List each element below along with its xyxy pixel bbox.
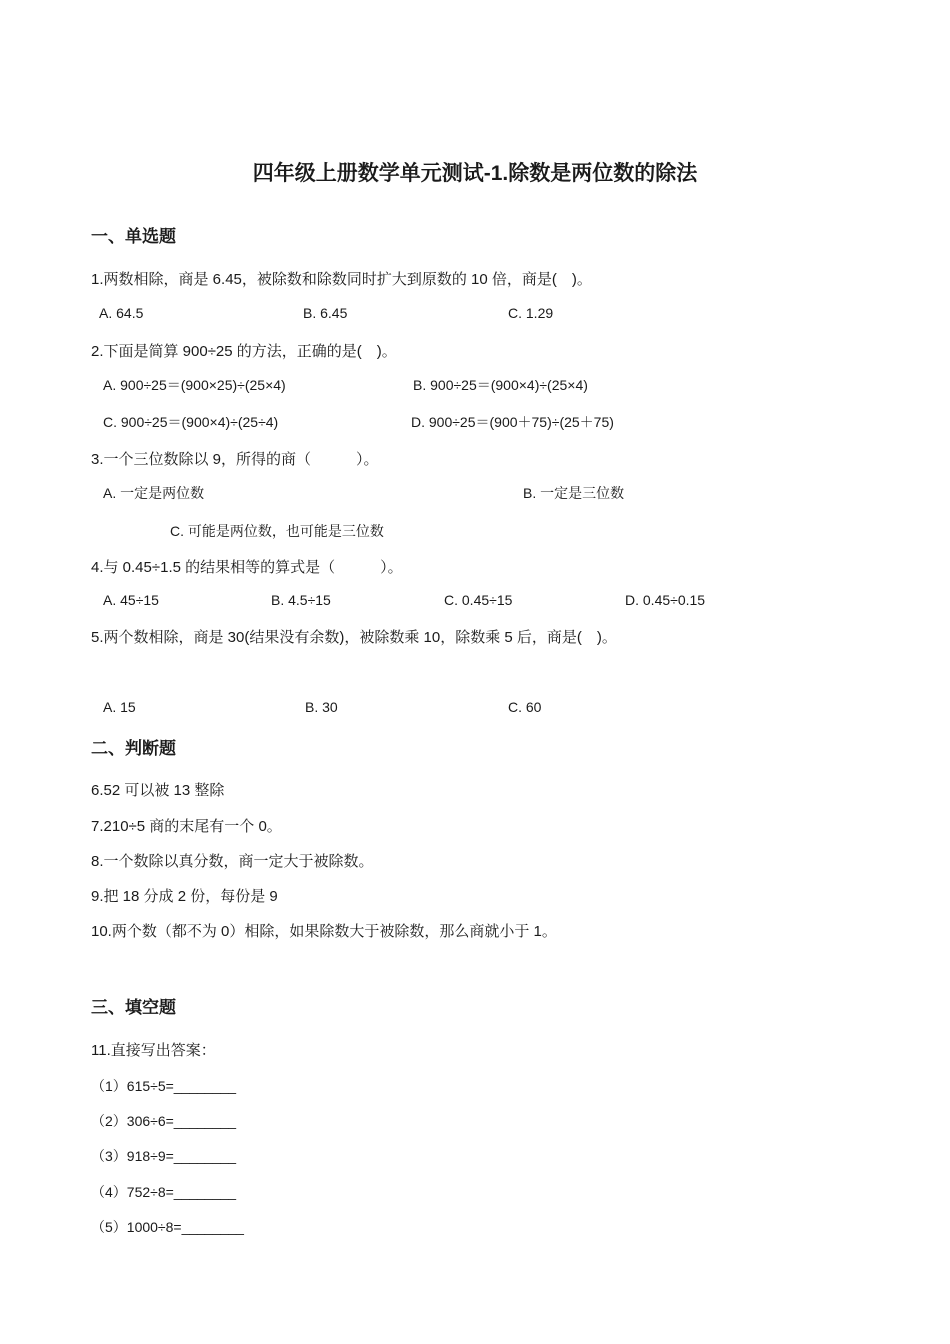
q4-option-a: A. 45÷15 [103,592,159,608]
q3-option-c: C. 可能是两位数，也可能是三位数 [170,523,384,539]
q2-option-b: B. 900÷25＝(900×4)÷(25×4) [413,377,588,393]
question-11: 11.直接写出答案： [91,1042,216,1059]
q2-option-d: D. 900÷25＝(900＋75)÷(25＋75) [411,414,614,430]
section-heading-single-choice: 一、单选题 [91,227,176,246]
q4-option-c: C. 0.45÷15 [444,592,513,608]
q5-option-c: C. 60 [508,699,542,715]
question-2: 2.下面是简算 900÷25 的方法，正确的是( )。 [91,343,397,360]
q3-option-b: B. 一定是三位数 [523,485,625,501]
q5-option-b: B. 30 [305,699,338,715]
q1-option-a: A. 64.5 [99,305,144,321]
question-9: 9.把 18 分成 2 份，每份是 9 [91,888,278,905]
question-4: 4.与 0.45÷1.5 的结果相等的算式是（ ）。 [91,559,403,576]
section-heading-true-false: 二、判断题 [91,739,176,758]
question-3: 3.一个三位数除以 9，所得的商（ ）。 [91,451,379,468]
q11-item-2: （2）306÷6=________ [91,1113,237,1129]
q2-option-c: C. 900÷25＝(900×4)÷(25÷4) [103,414,279,430]
q11-item-1: （1）615÷5=________ [91,1078,237,1094]
question-7: 7.210÷5 商的末尾有一个 0。 [91,818,282,835]
q4-option-d: D. 0.45÷0.15 [625,592,706,608]
section-heading-fill-blank: 三、填空题 [91,998,176,1017]
page-title: 四年级上册数学单元测试-1.除数是两位数的除法 [252,162,698,185]
question-5: 5.两个数相除，商是 30(结果没有余数)，被除数乘 10，除数乘 5 后，商是( )。 [91,629,617,646]
q2-option-a: A. 900÷25＝(900×25)÷(25×4) [103,377,286,393]
q11-item-5: （5）1000÷8=________ [91,1219,244,1235]
question-8: 8.一个数除以真分数，商一定大于被除数。 [91,853,374,870]
q3-option-a: A. 一定是两位数 [103,485,205,501]
q5-option-a: A. 15 [103,699,136,715]
question-10: 10.两个数（都不为 0）相除，如果除数大于被除数，那么商就小于 1。 [91,923,557,940]
q4-option-b: B. 4.5÷15 [271,592,331,608]
q11-item-4: （4）752÷8=________ [91,1184,237,1200]
q1-option-c: C. 1.29 [508,305,554,321]
question-6: 6.52 可以被 13 整除 [91,782,225,799]
question-1: 1.两数相除，商是 6.45，被除数和除数同时扩大到原数的 10 倍，商是( )。 [91,271,592,288]
q1-option-b: B. 6.45 [303,305,348,321]
q11-item-3: （3）918÷9=________ [91,1148,237,1164]
